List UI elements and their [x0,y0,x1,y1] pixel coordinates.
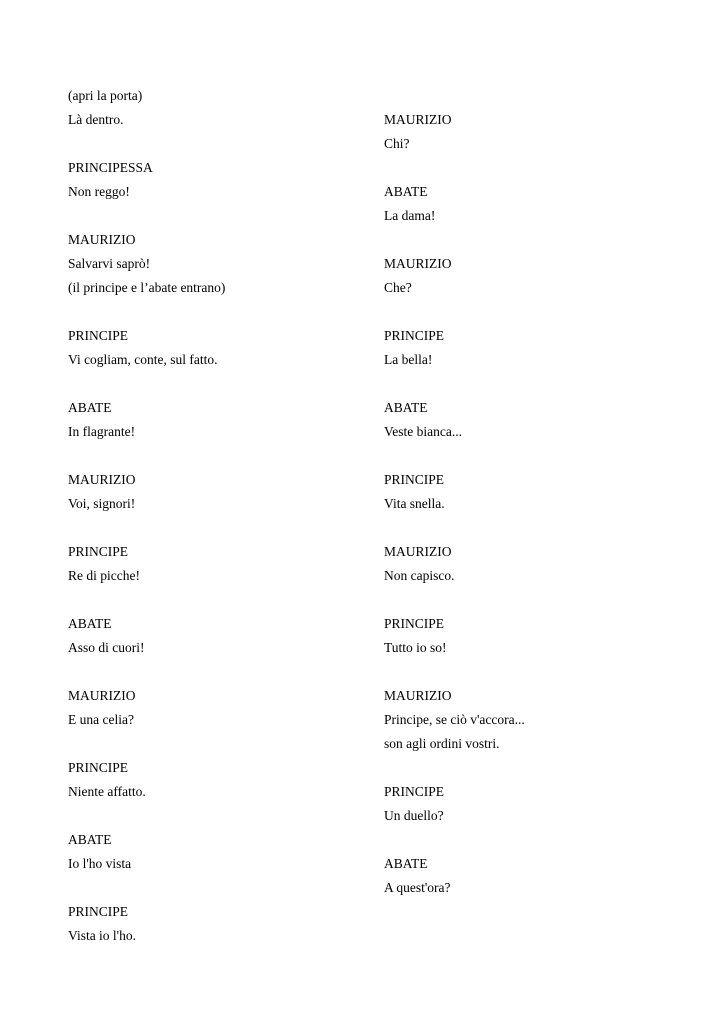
speaker-name: MAURIZIO [68,688,136,703]
dialogue-line: Io l'ho vista [68,856,132,871]
speaker-name: PRINCIPE [384,784,445,799]
dialogue-line: Voi, signori! [68,496,136,511]
dialogue-line: Vita snella. [384,496,445,511]
dialogue-line: Vi cogliam, conte, sul fatto. [68,352,218,367]
dialogue-line: Non reggo! [68,184,130,199]
dialogue-line: Vista io l'ho. [68,928,136,943]
speaker-name: PRINCIPE [68,328,129,343]
speaker-name: PRINCIPESSA [68,160,153,175]
speaker-name: PRINCIPE [384,472,445,487]
dialogue-line: Non capisco. [384,568,455,583]
speaker-name: MAURIZIO [384,112,452,127]
dialogue-line: Principe, se ciò v'accora... [384,712,525,727]
stage-direction: (il principe e l’abate entrano) [68,280,226,295]
dialogue-line: Niente affatto. [68,784,146,799]
speaker-name: ABATE [384,856,428,871]
dialogue-line: In flagrante! [68,424,136,439]
speaker-name: PRINCIPE [68,544,129,559]
dialogue-line: Re di picche! [68,568,140,583]
dialogue-line: Veste bianca... [384,424,462,439]
dialogue-line: E una celia? [68,712,134,727]
dialogue-line: La bella! [384,352,433,367]
speaker-name: MAURIZIO [384,544,452,559]
dialogue-line: Là dentro. [68,112,124,127]
dialogue-line: Tutto io so! [384,640,447,655]
speaker-name: MAURIZIO [68,232,136,247]
speaker-name: MAURIZIO [68,472,136,487]
dialogue-line: son agli ordini vostri. [384,736,500,751]
speaker-name: PRINCIPE [384,616,445,631]
speaker-name: PRINCIPE [68,904,129,919]
dialogue-line: Asso di cuori! [68,640,145,655]
speaker-name: PRINCIPE [384,328,445,343]
dialogue-line: Chi? [384,136,410,151]
dialogue-line: A quest'ora? [384,880,451,895]
speaker-name: ABATE [384,400,428,415]
speaker-name: ABATE [68,616,112,631]
dialogue-line: La dama! [384,208,436,223]
speaker-name: MAURIZIO [384,688,452,703]
dialogue-line: Un duello? [384,808,444,823]
speaker-name: ABATE [68,832,112,847]
speaker-name: MAURIZIO [384,256,452,271]
speaker-name: ABATE [384,184,428,199]
speaker-name: ABATE [68,400,112,415]
speaker-name: PRINCIPE [68,760,129,775]
stage-direction: (apri la porta) [68,88,143,103]
dialogue-line: Che? [384,280,412,295]
dialogue-line: Salvarvi saprò! [68,256,151,271]
